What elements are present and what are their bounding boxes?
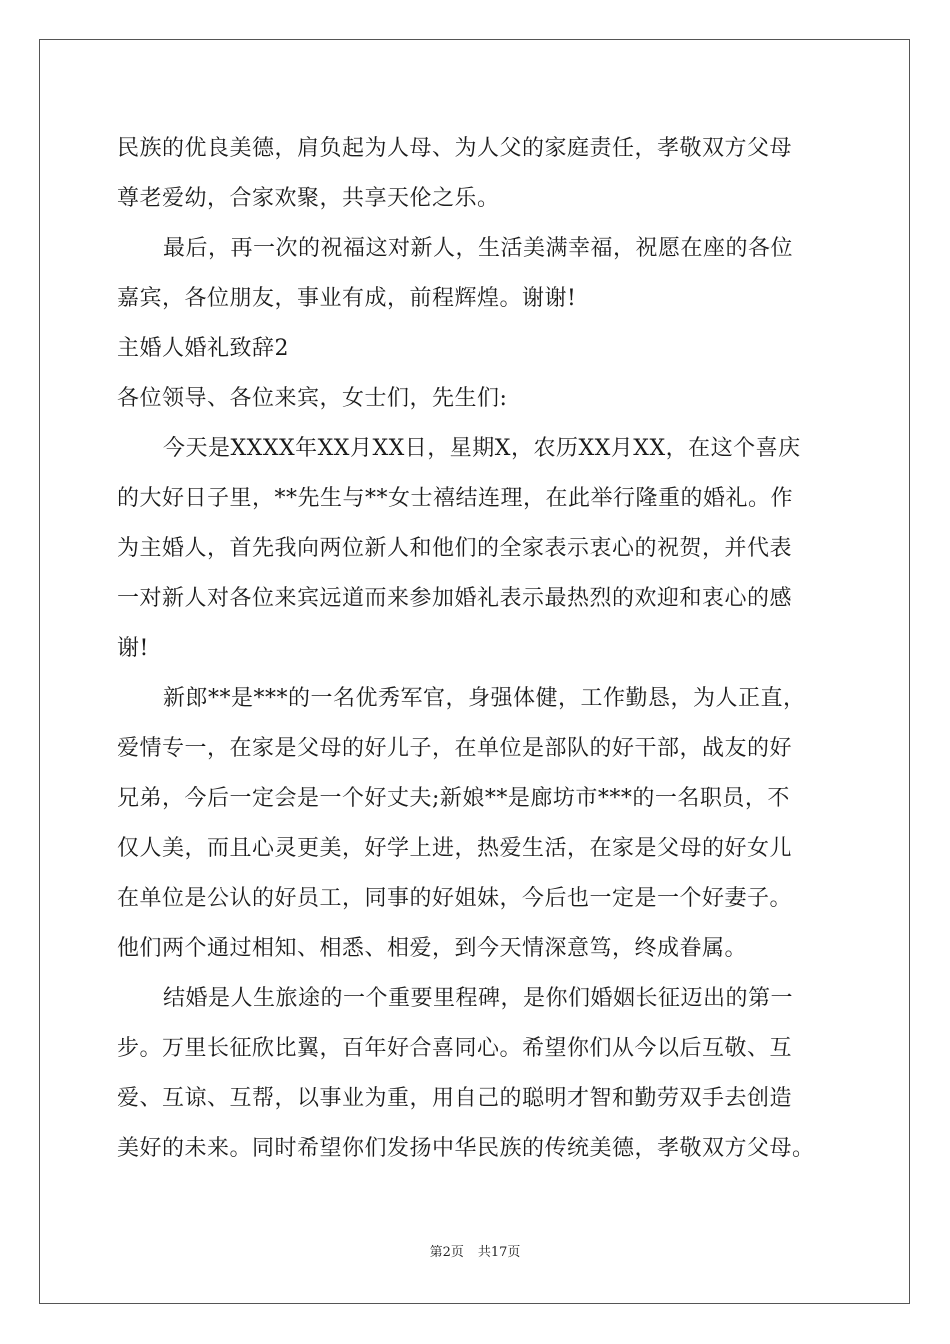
text-line: 新郎**是***的一名优秀军官，身强体健，工作勤恳，为人正直，: [163, 686, 806, 711]
text-line: 谢!: [117, 636, 149, 661]
text-line: 仅人美，而且心灵更美，好学上进，热爱生活，在家是父母的好女儿: [117, 836, 793, 861]
text-line: 爱情专一，在家是父母的好儿子，在单位是部队的好干部，战友的好: [117, 736, 793, 761]
text-line: 他们两个通过相知、相悉、相爱，到今天情深意笃，终成眷属。: [117, 936, 748, 961]
text-line: 一对新人对各位来宾远道而来参加婚礼表示最热烈的欢迎和衷心的感: [117, 586, 793, 611]
text-line: 为主婚人，首先我向两位新人和他们的全家表示衷心的祝贺，并代表: [117, 536, 793, 561]
text-line: 最后，再一次的祝福这对新人，生活美满幸福，祝愿在座的各位: [163, 236, 794, 261]
page-number: 第2页: [429, 1245, 464, 1260]
section-heading: 主婚人婚礼致辞2: [117, 336, 289, 361]
text-line: 结婚是人生旅途的一个重要里程碑，是你们婚姻长征迈出的第一: [163, 986, 794, 1011]
page-total: 共17页: [477, 1245, 521, 1260]
text-line: 民族的优良美德，肩负起为人母、为人父的家庭责任，孝敬双方父母: [117, 136, 793, 161]
document-body: [117, 124, 837, 1174]
text-line: 的大好日子里，**先生与**女士禧结连理，在此举行隆重的婚礼。作: [117, 486, 794, 511]
text-line: 嘉宾，各位朋友，事业有成，前程辉煌。谢谢!: [117, 286, 577, 311]
text-line: 在单位是公认的好员工，同事的好姐妹，今后也一定是一个好妻子。: [117, 886, 793, 911]
text-line: 步。万里长征欣比翼，百年好合喜同心。希望你们从今以后互敬、互: [117, 1036, 793, 1061]
text-line: 兄弟，今后一定会是一个好丈夫;新娘**是廊坊市***的一名职员，不: [117, 786, 790, 811]
text-line: 尊老爱幼，合家欢聚，共享天伦之乐。: [117, 186, 500, 211]
text-line: 美好的未来。同时希望你们发扬中华民族的传统美德，孝敬双方父母。: [117, 1136, 815, 1161]
page-footer: [0, 1243, 950, 1263]
text-line: 今天是XXXX年XX月XX日，星期X，农历XX月XX，在这个喜庆: [163, 436, 801, 461]
text-line: 爱、互谅、互帮，以事业为重，用自己的聪明才智和勤劳双手去创造: [117, 1086, 793, 1111]
salutation: 各位领导、各位来宾，女士们，先生们:: [117, 386, 508, 411]
